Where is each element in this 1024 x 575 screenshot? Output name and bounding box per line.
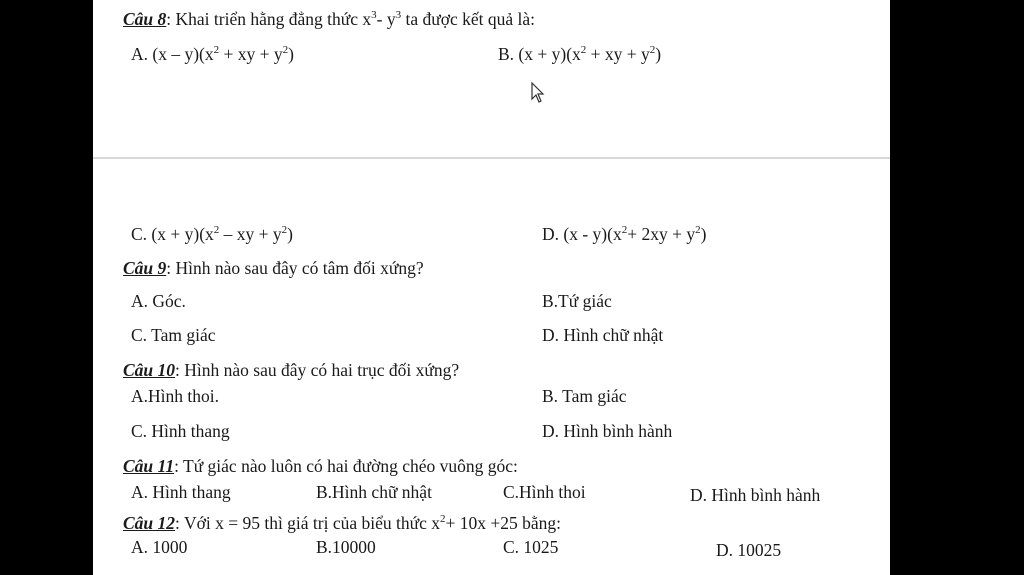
option-part: ): [700, 224, 707, 244]
question-12-text-before: : Với x = 95 thì giá trị của biểu thức x: [175, 513, 441, 533]
option-part: – xy + y: [219, 224, 282, 244]
question-12-option-b: B.10000: [316, 537, 376, 557]
question-8-option-a: [131, 44, 294, 64]
question-11-option-c: C.Hình thoi: [503, 482, 586, 502]
option-part: B. (x + y)(x: [498, 44, 581, 64]
question-9-option-a: A. Góc.: [131, 291, 186, 311]
question-11-option-d: D. Hình bình hành: [690, 485, 821, 505]
question-9-option-d: D. Hình chữ nhật: [542, 325, 664, 345]
exponent: 3: [395, 9, 402, 21]
exponent: 3: [371, 9, 377, 21]
exponent: 2: [213, 44, 220, 56]
question-9: [123, 258, 424, 278]
exponent: 2: [440, 513, 446, 525]
question-11-label: Câu 11: [123, 456, 175, 476]
exponent: 2: [621, 224, 628, 236]
question-10-option-c: C. Hình thang: [131, 421, 230, 441]
question-10-option-a: A.Hình thoi.: [131, 386, 219, 406]
exponent: 2: [649, 44, 656, 56]
option-part: C. (x + y)(x: [131, 224, 214, 244]
mouse-cursor-icon: [531, 82, 547, 104]
question-10: [123, 360, 459, 380]
question-10-label: Câu 10: [123, 360, 176, 380]
option-part: + xy + y: [586, 44, 650, 64]
question-8-option-d: [542, 224, 706, 244]
question-9-option-b: B.Tứ giác: [542, 291, 612, 311]
exponent: 2: [580, 44, 587, 56]
question-9-option-c: C. Tam giác: [131, 325, 216, 345]
option-part: ): [288, 44, 294, 64]
option-part: D. (x - y)(x: [542, 224, 622, 244]
question-12-option-c: C. 1025: [503, 537, 559, 557]
exponent: 2: [695, 224, 701, 236]
question-8-option-b: [498, 44, 661, 64]
exponent: 2: [282, 44, 289, 56]
exponent: 2: [281, 224, 288, 236]
option-part: + 2xy + y: [627, 224, 696, 244]
question-10-option-d: D. Hình bình hành: [542, 421, 673, 441]
question-10-text: : Hình nào sau đây có hai trục đối xứng?: [175, 360, 460, 380]
question-11-text: : Tứ giác nào luôn có hai đường chéo vuông góc:: [174, 456, 518, 476]
question-8-text-after: ta được kết quả là:: [401, 9, 535, 29]
question-9-text: : Hình nào sau đây có tâm đối xứng?: [166, 258, 424, 278]
question-12-option-a: A. 1000: [131, 537, 188, 557]
question-8-text-before: : Khai triển hằng đẳng thức x: [166, 9, 372, 29]
option-part: ): [655, 44, 662, 64]
question-9-label: Câu 9: [123, 258, 167, 278]
question-8-option-c: [131, 224, 293, 244]
question-11-option-a: A. Hình thang: [131, 482, 231, 502]
question-11: [123, 456, 518, 476]
option-part: + xy + y: [219, 44, 283, 64]
question-12: [123, 513, 561, 533]
question-12-option-d: D. 10025: [716, 540, 782, 560]
question-8: [123, 9, 535, 29]
option-part: ): [287, 224, 293, 244]
question-12-text-after: + 10x +25 bằng:: [445, 513, 562, 533]
question-12-label: Câu 12: [123, 513, 176, 533]
question-11-option-b: B.Hình chữ nhật: [316, 482, 432, 502]
option-part: A. (x – y)(x: [131, 44, 214, 64]
question-8-text-mid: - y: [376, 9, 396, 29]
exponent: 2: [213, 224, 220, 236]
question-8-label: Câu 8: [123, 9, 167, 29]
question-10-option-b: B. Tam giác: [542, 386, 627, 406]
